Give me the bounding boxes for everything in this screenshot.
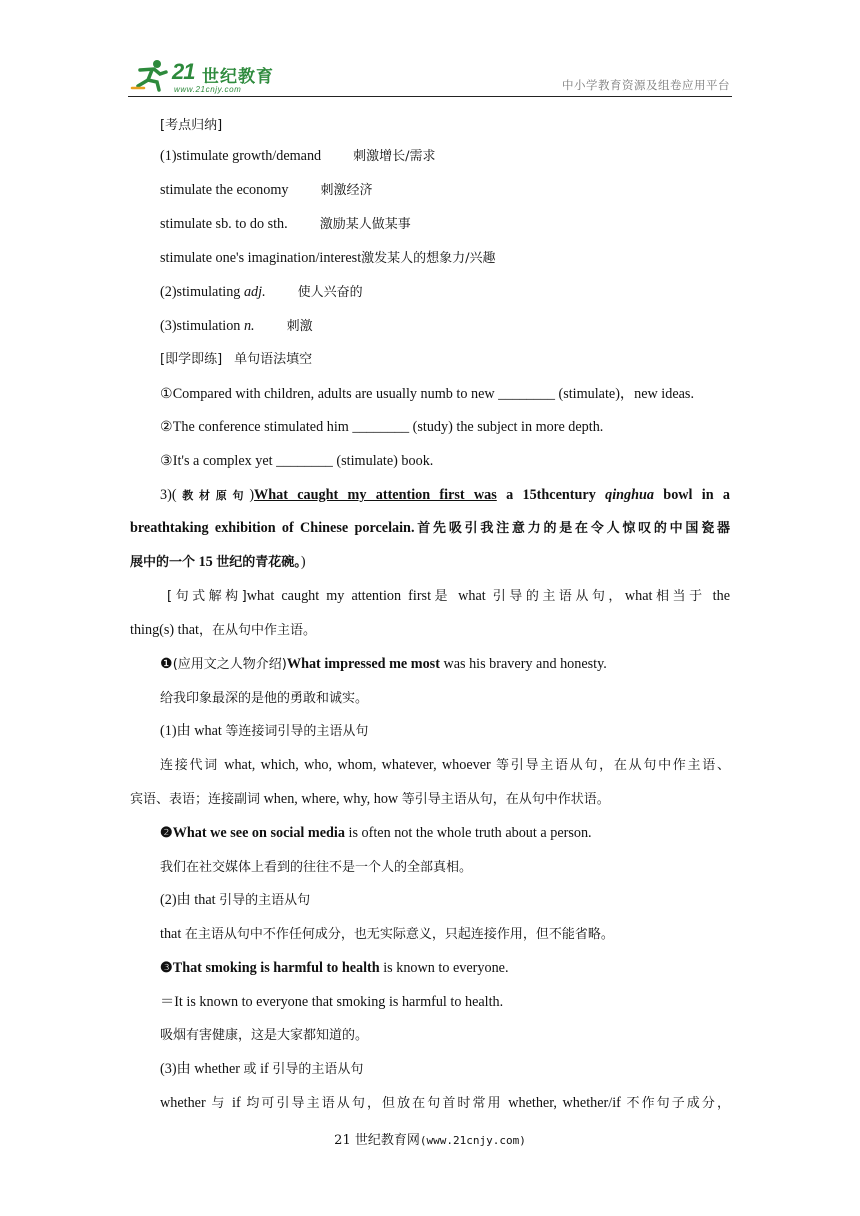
example-translation: 吸烟有害健康，这是大家都知道的。: [160, 1028, 369, 1043]
page-footer: [0, 1129, 860, 1148]
runner-icon: [130, 58, 172, 92]
rule-heading: (3)由 whether 或 if 引导的主语从句: [160, 1061, 364, 1077]
example-sentence: ❶(应用文之人物介绍)What impressed me most was his bravery and honesty.: [160, 656, 607, 672]
vocab-line: (2)stimulating adj. 使人兴奋的: [160, 284, 363, 300]
example-translation: 我们在社交媒体上看到的往往不是一个人的全部真相。: [160, 860, 473, 875]
page-header: [128, 56, 732, 97]
vocab-line: stimulate the economy 刺激经济: [160, 182, 373, 198]
rule-text: 连接代词 what, which, who, whom, whatever, whoever 等引导主语从句，在从句中作主语、: [160, 757, 730, 773]
rule-heading: (2)由 that 引导的主语从句: [160, 892, 311, 908]
footer-url: (www.21cnjy.com): [419, 1134, 526, 1147]
vocab-line: stimulate one's imagination/interest激发某人的想象力/兴趣: [160, 250, 496, 266]
exercise-item: ②The conference stimulated him ________ (study) the subject in more depth.: [160, 419, 604, 435]
vocab-line: (3)stimulation n. 刺激: [160, 318, 313, 334]
section-label-practice: [即学即练] 单句语法填空: [160, 352, 313, 367]
textbook-sentence-cont: 展中的一个 15 世纪的青花碗。): [130, 554, 306, 570]
rule-text: whether 与 if 均可引导主语从句，但放在句首时常用 whether, whether/if 不作句子成分，: [160, 1095, 730, 1111]
rule-heading: (1)由 what 等连接词引导的主语从句: [160, 723, 369, 739]
example-translation: 给我印象最深的是他的勇敢和诚实。: [160, 691, 369, 706]
textbook-sentence-cont: breathtaking exhibition of Chinese porcelain.首先吸引我注意力的是在令人惊叹的中国瓷器: [130, 520, 730, 536]
example-sentence: ❸That smoking is harmful to health is known to everyone.: [160, 960, 509, 976]
vocab-line: stimulate sb. to do sth. 激励某人做某事: [160, 216, 411, 232]
vocab-line: (1)stimulate growth/demand 刺激增长/需求: [160, 148, 436, 164]
logo-text: 世纪教育: [202, 67, 274, 87]
example-sentence: ❷What we see on social media is often not the whole truth about a person.: [160, 825, 592, 841]
textbook-sentence: 3)(教材原句)What caught my attention first was a 15thcentury qinghua bowl in a: [160, 487, 730, 503]
site-logo: [130, 58, 290, 94]
structure-analysis-cont: thing(s) that，在从句中作主语。: [130, 622, 316, 638]
rule-text-cont: 宾语、表语；连接副词 when, where, why, how 等引导主语从句，在从句中作状语。: [130, 791, 610, 807]
example-sentence-equivalent: ＝It is known to everyone that smoking is harmful to health.: [160, 994, 504, 1010]
exercise-item: ③It's a complex yet ________ (stimulate) book.: [160, 453, 434, 469]
platform-tagline: 中小学教育资源及组卷应用平台: [562, 78, 730, 92]
section-label-key-points: [考点归纳]: [160, 118, 223, 133]
exercise-item: ①Compared with children, adults are usually numb to new ________ (stimulate)，new ideas.: [160, 386, 694, 402]
logo-url: www.21cnjy.com: [174, 85, 242, 94]
rule-text: that 在主语从句中不作任何成分，也无实际意义，只起连接作用，但不能省略。: [160, 926, 614, 942]
structure-analysis: [句式解构]what caught my attention first是 what 引导的主语从句，what相当于 the: [167, 588, 730, 604]
logo-number: 21: [172, 59, 195, 84]
footer-site: 21 世纪教育网: [334, 1133, 420, 1148]
